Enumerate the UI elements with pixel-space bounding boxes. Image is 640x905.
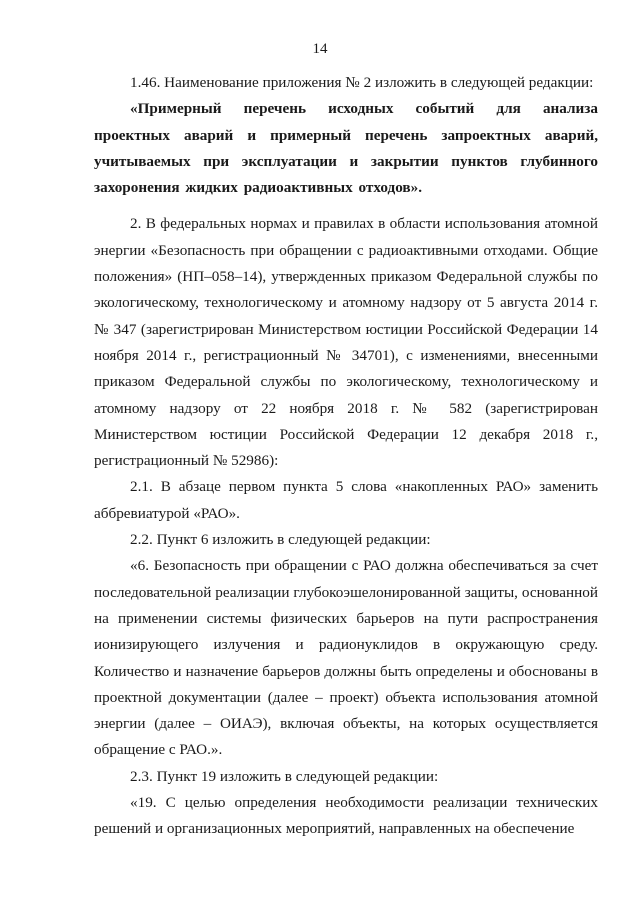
paragraph-point-6: «6. Безопасность при обращении с РАО должна обеспечиваться за счет последовательной реализации глубокоэшелонированной защиты, основанной на применении системы физических барьеров на пути распространения ионизирующего излучения и радионуклидов в окружающую среду. Количество и назначение барьеров должны быть определены и обоснованы в проектной документации (далее – проект) объекта использования атомной энергии (далее – ОИАЭ), включая объекты, на которых осуществляется обращение с РАО.». [94, 557, 598, 759]
document-body [94, 70, 598, 843]
paragraph-2-1: 2.1. В абзаце первом пункта 5 слова «накопленных РАО» заменить аббревиатурой «РАО». [94, 478, 598, 522]
paragraph-2-3: 2.3. Пункт 19 изложить в следующей редакции: [130, 767, 439, 785]
appendix-title-paragraph: «Примерный перечень исходных событий для анализа проектных аварий и примерный перечень запроектных аварий, учитываемых при эксплуатации и закрытии пунктов глубинного захоронения жидких радиоактивных отходов». [94, 100, 598, 197]
paragraph-point-19: «19. С целью определения необходимости реализации технических решений и организационных мероприятий, направленных на обеспечение [94, 794, 598, 838]
paragraph-1-46: 1.46. Наименование приложения № 2 изложить в следующей редакции: [130, 74, 594, 91]
paragraph-2-2: 2.2. Пункт 6 изложить в следующей редакции: [130, 531, 431, 549]
page-number: 14 [312, 41, 328, 57]
paragraph-2: 2. В федеральных нормах и правилах в области использования атомной энергии «Безопасность при обращении с радиоактивными отходами. Общие положения» (НП–058–14), утвержденных приказом Федеральной службы по экологическому, технологическому и атомному надзору от 5 августа 2014 г. № 347 (зарегистрирован Министерством юстиции Российской Федерации 14 ноября 2014 г., регистрационный № 34701), с изменениями, внесенными приказом Федеральной службы по экологическому, технологическому и атомному надзору от 22 ноября 2018 г. № 582 (зарегистрирован Министерством юстиции Российской Федерации 12 декабря 2018 г., регистрационный № 52986): [94, 215, 598, 470]
